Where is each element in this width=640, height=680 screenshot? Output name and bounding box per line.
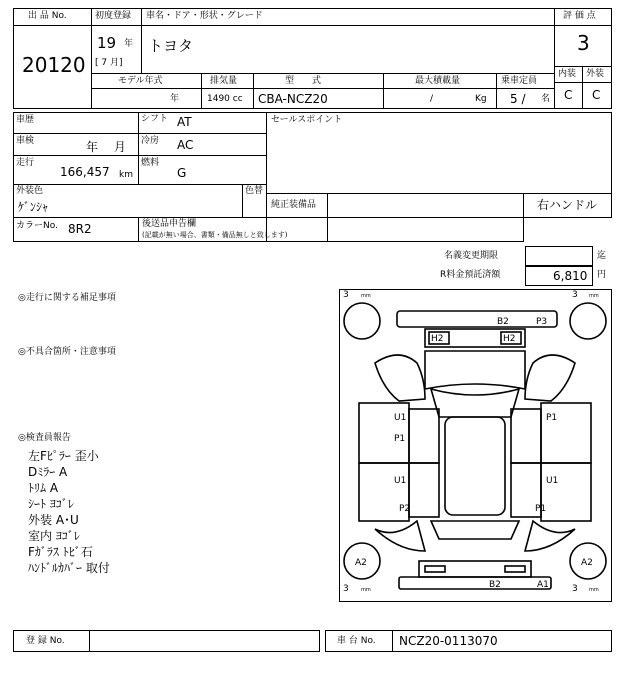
ext-color: ｹﾞﾝｼｬ [18, 200, 49, 214]
tire-unit-bl: mm [361, 587, 371, 593]
max-load-label: 最大積載量 [415, 76, 461, 86]
inspector-list [28, 447, 110, 575]
interior-label: 内装 [558, 69, 577, 79]
tire-unit-tl: mm [361, 293, 371, 299]
sales-point-label: セールスポイント [271, 115, 343, 125]
name-change-box [525, 246, 593, 266]
inspector-item: 外装 A･U [28, 513, 79, 527]
mark-front-bumper-r: P3 [536, 317, 548, 327]
displacement-label: 排気量 [210, 76, 238, 86]
capacity-label: 乗車定員 [501, 76, 538, 86]
car-name-label: 車名・ドア・形状・グレード [146, 11, 263, 21]
model-type: CBA-NCZ20 [258, 92, 328, 106]
car-name: トヨタ [148, 37, 194, 55]
rating-box [554, 8, 612, 109]
inspector-item: ｼｰﾄ ﾖｺﾞﾚ [28, 497, 74, 511]
inspector-item: ﾄﾘﾑ A [28, 481, 59, 495]
rating-label: 評 価 点 [563, 11, 596, 21]
tire-unit-br: mm [589, 587, 599, 593]
recycle-unit: 円 [597, 270, 607, 280]
ac: AC [177, 138, 194, 152]
recycle-value: 6,810 [553, 269, 588, 283]
mark-front-bumper: B2 [497, 317, 509, 327]
exterior-grade: C [592, 88, 601, 102]
max-load: / [430, 94, 434, 104]
model-year-label: モデル年式 [118, 76, 163, 86]
mark-rl-fender: P2 [399, 504, 411, 514]
shift-label: シフト [141, 114, 169, 124]
driving-label: ◎走行に関する補足事項 [18, 293, 116, 303]
tire-count-tr: 3 [572, 290, 578, 300]
color-no-label: カラーNo. [16, 221, 58, 231]
first-reg-year: 19 [97, 34, 117, 52]
tire-top-right-icon [570, 303, 606, 339]
fuel-label: 燃料 [141, 158, 160, 168]
ext-color-label: 外装色 [16, 186, 44, 196]
mark-headlight-r: H2 [503, 334, 516, 344]
capacity: 5 / [510, 92, 526, 106]
tire-count-bl: 3 [343, 584, 349, 594]
displacement: 1490 cc [207, 94, 243, 104]
shift: AT [177, 115, 192, 129]
reg-no-label: 登 録 No. [26, 636, 65, 646]
type-label: 型 式 [285, 76, 322, 86]
lot-no-label: 出 品 No. [28, 11, 67, 21]
name-change-unit: 迄 [597, 251, 607, 261]
inspection-label: 車検 [16, 136, 35, 146]
mark-rl-door: U1 [394, 476, 407, 486]
post-report-box [266, 217, 524, 242]
mark-fl-door2: P1 [394, 434, 406, 444]
inspector-item: Dﾐﾗｰ A [28, 465, 68, 479]
chassis-no: NCZ20-0113070 [399, 634, 498, 648]
tire-top-left-icon [344, 303, 380, 339]
post-report-note: (記載が無い場合、書類・備品無しと致します) [142, 231, 288, 239]
inspector-item: 室内 ﾖｺﾞﾚ [28, 529, 80, 543]
color-no: 8R2 [68, 222, 92, 236]
tire-count-br: 3 [572, 584, 578, 594]
mark-rear-bumper: B2 [489, 580, 501, 590]
name-change-label: 名義変更期限 [444, 251, 499, 261]
first-reg-month: [ 7 月] [95, 58, 123, 68]
tire-count-tl: 3 [343, 290, 349, 300]
inspector-item: 左Fﾋﾟﾗｰ 歪小 [28, 449, 99, 463]
mileage-unit: km [119, 170, 133, 180]
rating: 3 [577, 31, 590, 55]
max-load-unit: Kg [475, 94, 487, 104]
mileage-label: 走行 [16, 158, 35, 168]
interior-grade: C [564, 88, 573, 102]
inspection-value: 年 月 [86, 140, 126, 154]
mileage: 166,457 [60, 165, 110, 179]
mark-fl-door: U1 [394, 413, 407, 423]
mark-rr-fender: P1 [535, 504, 547, 514]
genuine-label: 純正装備品 [271, 200, 317, 210]
mark-rr-door: U1 [546, 476, 559, 486]
lot-no: 20120 [22, 53, 86, 77]
mark-headlight-l: H2 [431, 334, 444, 344]
mark-tire-br: A2 [581, 558, 593, 568]
defects-label: ◎不具合箇所・注意事項 [18, 347, 116, 357]
history-label: 車歴 [16, 115, 35, 125]
inspector-item: Fｶﾞﾗｽ ﾄﾋﾞ石 [28, 545, 93, 559]
car-diagram [339, 289, 612, 602]
mark-rear-bumper-r: A1 [537, 580, 549, 590]
handle: 右ハンドル [537, 198, 598, 212]
chassis-label: 車 台 No. [337, 636, 376, 646]
year-unit: 年 [124, 39, 134, 49]
recycle-label: R料金預託済額 [440, 270, 501, 280]
model-year-unit: 年 [170, 94, 180, 104]
exterior-label: 外装 [586, 69, 605, 79]
mark-fr-door: P1 [546, 413, 558, 423]
fuel: G [177, 166, 187, 180]
tire-unit-tr: mm [589, 293, 599, 299]
ac-label: 冷房 [141, 136, 160, 146]
capacity-unit: 名 [541, 94, 551, 104]
color-change-label: 色替 [245, 186, 264, 196]
mark-tire-bl: A2 [355, 558, 367, 568]
post-report-label: 後送品申告欄 [142, 219, 197, 229]
first-reg-label: 初度登録 [95, 11, 132, 21]
inspector-label: ◎検査員報告 [18, 433, 71, 443]
inspector-item: ﾊﾝﾄﾞﾙｶﾊﾞｰ 取付 [28, 561, 110, 575]
